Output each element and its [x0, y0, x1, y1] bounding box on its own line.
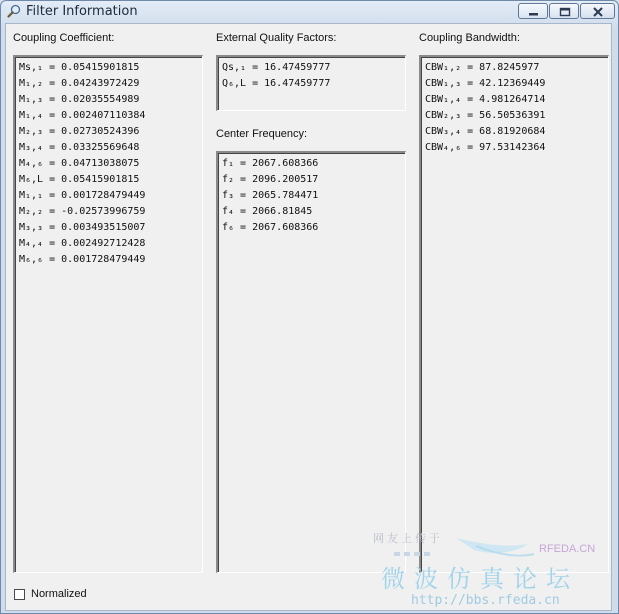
list-item: CBW₁,₃ = 42.12369449	[425, 78, 546, 89]
list-item: f₆ = 2067.608366	[222, 222, 319, 233]
maximize-button[interactable]	[549, 3, 579, 19]
list-item: M₃,₄ = 0.03325569648	[19, 142, 140, 153]
coupling-bandwidth-list[interactable]	[419, 55, 609, 573]
list-item: f₄ = 2066.81845	[222, 206, 313, 217]
list-item: M₄,₆ = 0.04713038075	[19, 158, 140, 169]
coupling-coefficient-list[interactable]	[13, 55, 203, 573]
window-title: Filter Information	[26, 4, 138, 19]
list-item: f₁ = 2067.608366	[222, 158, 319, 169]
watermark-forum-name: 微波仿真论坛	[381, 565, 579, 593]
close-icon	[581, 4, 616, 20]
list-item: M₁,₂ = 0.04243972429	[19, 78, 140, 89]
list-item: CBW₁,₂ = 87.8245977	[425, 62, 540, 73]
list-item: M₆,₆ = 0.001728479449	[19, 254, 146, 265]
center-frequency-list[interactable]	[216, 151, 406, 573]
list-item: M₆,L = 0.05415901815	[19, 174, 140, 185]
normalized-checkbox[interactable]	[14, 589, 25, 600]
external-quality-label: External Quality Factors:	[216, 32, 337, 44]
center-frequency-label: Center Frequency:	[216, 128, 308, 140]
magnifier-icon	[7, 4, 21, 18]
list-item: M₂,₂ = -0.02573996759	[19, 206, 146, 217]
external-quality-list[interactable]	[216, 55, 406, 111]
dialog-client-area	[5, 23, 612, 611]
watermark-uploader-text: 网友上传于	[373, 532, 443, 545]
minimize-button[interactable]	[518, 3, 548, 19]
title-bar[interactable]	[1, 1, 618, 23]
list-item: CBW₄,₆ = 97.53142364	[425, 142, 546, 153]
list-item: M₁,₁ = 0.001728479449	[19, 190, 146, 201]
list-item: CBW₃,₄ = 68.81920684	[425, 126, 546, 137]
watermark-url: http://bbs.rfeda.cn	[411, 593, 560, 608]
minimize-icon	[519, 4, 549, 20]
list-item: M₁,₃ = 0.02035554989	[19, 94, 140, 105]
coupling-coefficient-label: Coupling Coefficient:	[13, 32, 115, 44]
list-item: Q₆,L = 16.47459777	[222, 78, 331, 89]
list-item: M₃,₃ = 0.003493515007	[19, 222, 146, 233]
normalized-label[interactable]: Normalized	[31, 588, 87, 600]
list-item: M₂,₃ = 0.02730524396	[19, 126, 140, 137]
watermark-brand: RFEDA.CN	[539, 543, 596, 555]
list-item: M₄,₄ = 0.002492712428	[19, 238, 146, 249]
maximize-icon	[550, 4, 580, 20]
list-item: Qs,₁ = 16.47459777	[222, 62, 331, 73]
close-button[interactable]	[580, 3, 615, 19]
list-item: f₂ = 2096.200517	[222, 174, 319, 185]
list-item: M₁,₄ = 0.002407110384	[19, 110, 146, 121]
coupling-bandwidth-label: Coupling Bandwidth:	[419, 32, 520, 44]
list-item: f₃ = 2065.784471	[222, 190, 319, 201]
list-item: Ms,₁ = 0.05415901815	[19, 62, 140, 73]
list-item: CBW₁,₄ = 4.981264714	[425, 94, 546, 105]
list-item: CBW₂,₃ = 56.50536391	[425, 110, 546, 121]
